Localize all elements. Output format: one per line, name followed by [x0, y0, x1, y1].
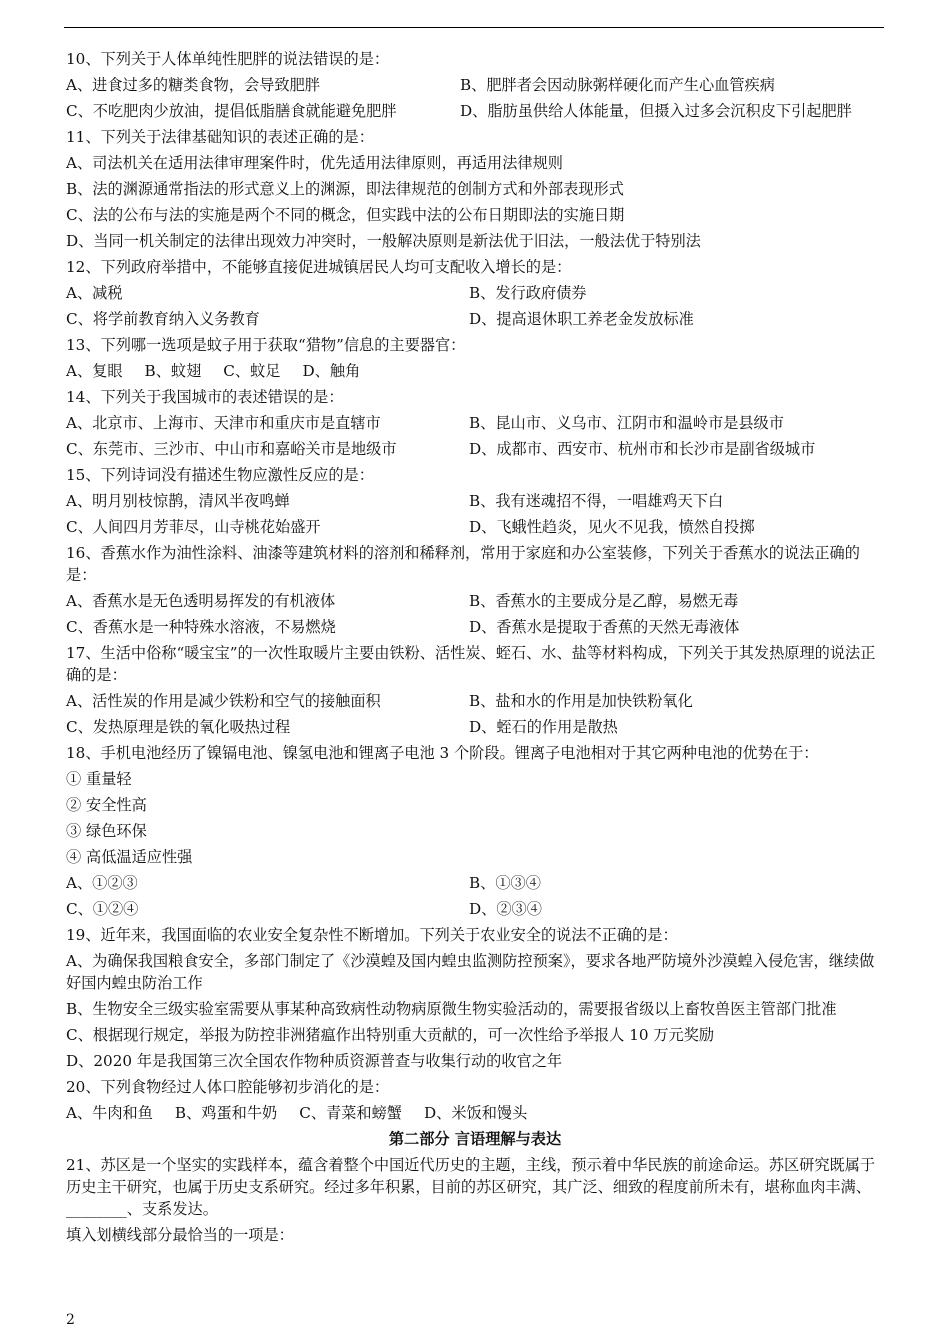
question-19-option-b: B、生物安全三级实验室需要从事某种高致病性动物病原微生物实验活动的，需要报省级以上畜牧兽医主管部门批准	[66, 1000, 837, 1018]
exam-page-content	[66, 46, 884, 1248]
question-20-options	[66, 1100, 884, 1126]
question-14-option-b: B、昆山市、义乌市、江阴市和温岭市是县级市	[469, 414, 784, 432]
question-18-option-a: A、①②③	[66, 874, 138, 892]
question-15-options-row-1	[66, 488, 884, 514]
question-14-options-row-2	[66, 436, 884, 462]
question-18-option-c: C、①②④	[66, 900, 139, 918]
question-19-option-d: D、2020 年是我国第三次全国农作物种质资源普查与收集行动的收官之年	[66, 1052, 563, 1070]
question-12-option-c: C、将学前教育纳入义务教育	[66, 310, 260, 328]
question-14-options-row-1	[66, 410, 884, 436]
question-17-options-row-2	[66, 714, 884, 740]
question-10-option-d: D、脂肪虽供给人体能量，但摄入过多会沉积皮下引起肥胖	[460, 102, 852, 120]
question-21-prompt: 填入划横线部分最恰当的一项是：	[66, 1226, 294, 1244]
question-20-stem: 20、下列食物经过人体口腔能够初步消化的是：	[66, 1078, 390, 1096]
question-11-option-a: A、司法机关在适用法律审理案件时，优先适用法律原则，再适用法律规则	[66, 154, 563, 172]
question-11-option-c: C、法的公布与法的实施是两个不同的概念，但实践中法的公布日期即法的实施日期	[66, 206, 625, 224]
question-15-option-a: A、明月别枝惊鹊，清风半夜鸣蝉	[66, 492, 290, 510]
question-11-option-d: D、当同一机关制定的法律出现效力冲突时，一般解决原则是新法优于旧法，一般法优于特别法	[66, 232, 701, 250]
question-15-stem: 15、下列诗词没有描述生物应激性反应的是：	[66, 466, 374, 484]
question-11-stem: 11、下列关于法律基础知识的表述正确的是：	[66, 128, 374, 146]
question-10-stem: 10、下列关于人体单纯性肥胖的说法错误的是：	[66, 50, 390, 68]
question-10-option-a: A、进食过多的糖类食物，会导致肥胖	[66, 76, 320, 94]
question-20-option-d: D、米饭和馒头	[423, 1104, 528, 1122]
question-16-options-row-1	[66, 588, 884, 614]
question-13-option-a: A、复眼	[66, 362, 123, 380]
question-19-option-a: A、为确保我国粮食安全，多部门制定了《沙漠蝗及国内蝗虫监测防控预案》，要求各地严防境外沙漠蝗入侵危害，继续做好国内蝗虫防治工作	[66, 952, 875, 992]
question-12-option-d: D、提高退休职工养老金发放标准	[469, 310, 694, 328]
question-12-stem: 12、下列政府举措中，不能够直接促进城镇居民人均可支配收入增长的是：	[66, 258, 572, 276]
question-14-stem: 14、下列关于我国城市的表述错误的是：	[66, 388, 344, 406]
question-13-option-d: D、触角	[302, 362, 361, 380]
question-10-option-b: B、肥胖者会因动脉粥样硬化而产生心血管疾病	[460, 76, 775, 94]
question-18-item-2: ② 安全性高	[66, 796, 147, 814]
question-18-item-3: ③ 绿色环保	[66, 822, 147, 840]
question-13-stem: 13、下列哪一选项是蚊子用于获取“猎物”信息的主要器官：	[66, 336, 466, 354]
question-15-option-d: D、飞蛾性趋炎，见火不见我，愤然自投掷	[469, 518, 755, 536]
question-17-option-a: A、活性炭的作用是减少铁粉和空气的接触面积	[66, 692, 381, 710]
question-16-option-a: A、香蕉水是无色透明易挥发的有机液体	[66, 592, 336, 610]
question-21-stem: 21、苏区是一个坚实的实践样本，蕴含着整个中国近代历史的主题，主线，预示着中华民族的前途命运。苏区研究既属于历史主干研究，也属于历史支系研究。经过多年积累，目前的苏区研究，其广泛、细致的程度前所未有，堪称血肉丰满、________、支系发达。	[66, 1156, 876, 1218]
question-11-option-b: B、法的渊源通常指法的形式意义上的渊源，即法律规范的创制方式和外部表现形式	[66, 180, 624, 198]
question-15-options-row-2	[66, 514, 884, 540]
question-12-options-row-2	[66, 306, 884, 332]
page-number: 2	[66, 1312, 75, 1328]
question-12-options-row-1	[66, 280, 884, 306]
question-10-options-row-2	[66, 98, 884, 124]
question-15-option-c: C、人间四月芳菲尽，山寺桃花始盛开	[66, 518, 321, 536]
question-17-stem: 17、生活中俗称“暖宝宝”的一次性取暖片主要由铁粉、活性炭、蛭石、水、盐等材料构成，下列关于其发热原理的说法正确的是：	[66, 644, 876, 684]
question-13-option-b: B、蚊翅	[144, 362, 202, 380]
question-17-option-b: B、盐和水的作用是加快铁粉氧化	[469, 692, 693, 710]
question-17-option-d: D、蛭石的作用是散热	[469, 718, 618, 736]
question-10-option-c: C、不吃肥肉少放油，提倡低脂膳食就能避免肥胖	[66, 102, 397, 120]
question-18-item-4: ④ 高低温适应性强	[66, 848, 193, 866]
question-14-option-c: C、东莞市、三沙市、中山市和嘉峪关市是地级市	[66, 440, 397, 458]
question-20-option-a: A、牛肉和鱼	[66, 1104, 153, 1122]
section-2-title: 第二部分 言语理解与表达	[388, 1130, 562, 1148]
question-15-option-b: B、我有迷魂招不得，一唱雄鸡天下白	[469, 492, 724, 510]
question-16-options-row-2	[66, 614, 884, 640]
question-18-option-d: D、②③④	[469, 900, 542, 918]
question-16-option-b: B、香蕉水的主要成分是乙醇，易燃无毒	[469, 592, 739, 610]
header-rule	[64, 27, 884, 28]
question-19-option-c: C、根据现行规定，举报为防控非洲猪瘟作出特别重大贡献的，可一次性给予举报人 10 万元奖励	[66, 1026, 715, 1044]
question-18-options-row-2	[66, 896, 884, 922]
question-17-options-row-1	[66, 688, 884, 714]
question-18-options-row-1	[66, 870, 884, 896]
question-19-stem: 19、近年来，我国面临的农业安全复杂性不断增加。下列关于农业安全的说法不正确的是：	[66, 926, 678, 944]
question-12-option-a: A、减税	[66, 284, 123, 302]
question-14-option-d: D、成都市、西安市、杭州市和长沙市是副省级城市	[469, 440, 816, 458]
question-17-option-c: C、发热原理是铁的氧化吸热过程	[66, 718, 291, 736]
question-20-option-b: B、鸡蛋和牛奶	[174, 1104, 278, 1122]
question-18-option-b: B、①③④	[469, 874, 541, 892]
question-10-options-row-1	[66, 72, 884, 98]
question-12-option-b: B、发行政府债券	[469, 284, 587, 302]
question-18-item-1: ① 重量轻	[66, 770, 132, 788]
question-14-option-a: A、北京市、上海市、天津市和重庆市是直辖市	[66, 414, 381, 432]
question-16-option-c: C、香蕉水是一种特殊水溶液，不易燃烧	[66, 618, 336, 636]
question-20-option-c: C、青菜和螃蟹	[299, 1104, 402, 1122]
question-16-option-d: D、香蕉水是提取于香蕉的天然无毒液体	[469, 618, 740, 636]
question-18-stem: 18、手机电池经历了镍镉电池、镍氢电池和锂离子电池 3 个阶段。锂离子电池相对于其它两种电池的优势在于：	[66, 744, 819, 762]
question-13-option-c: C、蚊足	[223, 362, 281, 380]
question-16-stem: 16、香蕉水作为油性涂料、油漆等建筑材料的溶剂和稀释剂，常用于家庭和办公室装修，下列关于香蕉水的说法正确的是：	[66, 544, 860, 584]
question-13-options	[66, 358, 884, 384]
